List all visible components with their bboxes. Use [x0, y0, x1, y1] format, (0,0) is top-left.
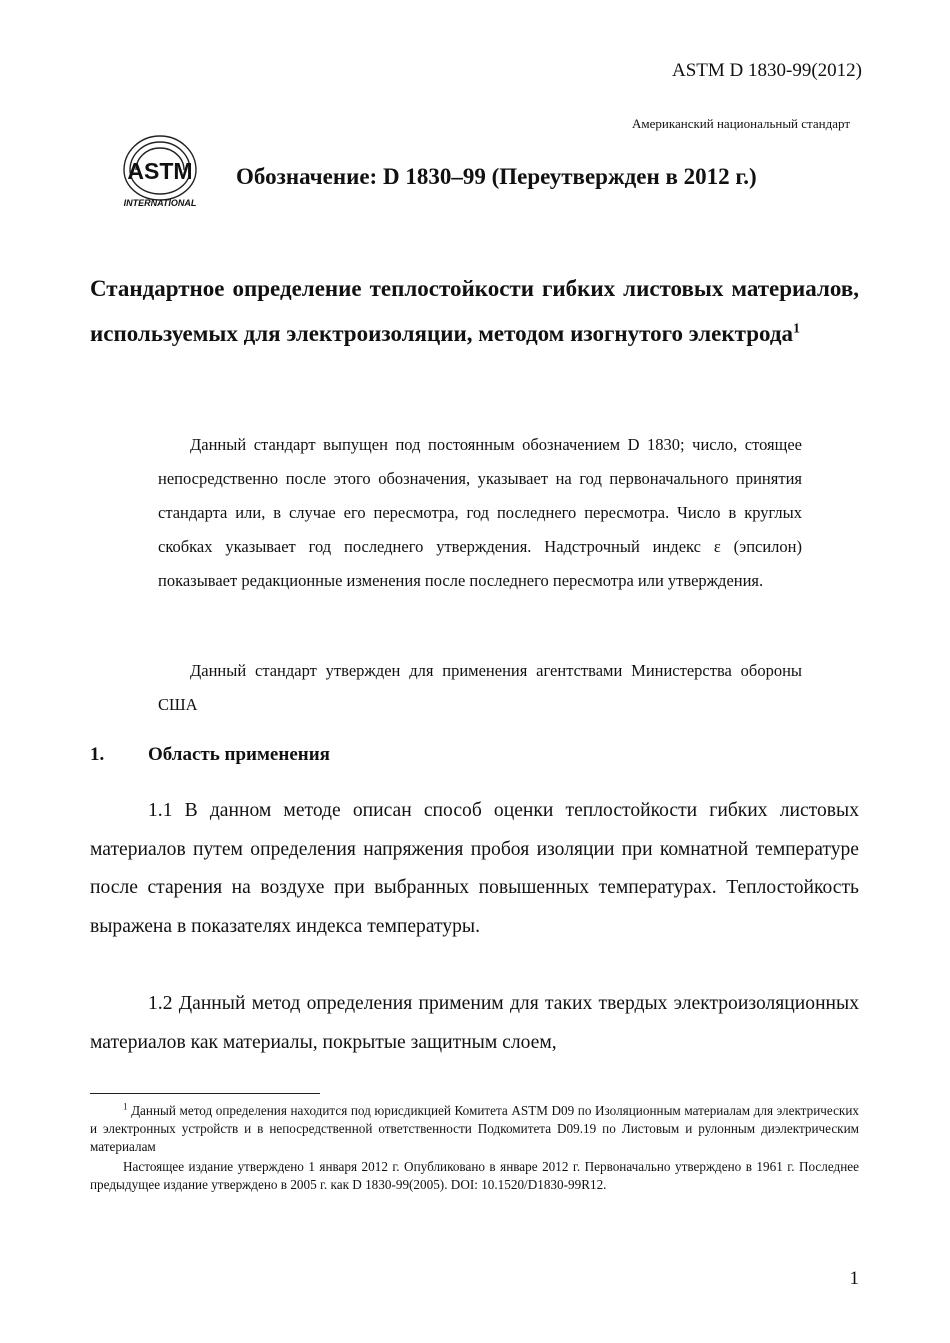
paragraph-1-1: 1.1 В данном методе описан способ оценки теплостойкости гибких листовых материалов путем определения напряжения пробоя изоляции при комнатной температуре после старения на воздухе при выбранных повышенных температурах. Теплостойкость выражена в показателях индекса температуры.: [90, 800, 859, 938]
notice-dod-approval: Данный стандарт утвержден для применения агентствами Министерства обороны США: [158, 661, 802, 714]
notice-designation: Данный стандарт выпущен под постоянным обозначением D 1830; число, стоящее непосредственно после этого обозначения, указывает на год первоначального принятия стандарта или, в случае его пересмотра, год последнего пересмотра. Число в круглых скобках указывает год последнего утверждения. Надстрочный индекс ε (эпсилон) показывает редакционные изменения после последнего пересмотра или утверждения.: [158, 435, 802, 590]
astm-logo: [118, 130, 202, 210]
section-heading: [90, 744, 330, 766]
section-number: 1.: [90, 744, 105, 765]
title-footnote-ref: 1: [792, 321, 800, 337]
footnote-separator: [90, 1093, 320, 1094]
designation-heading: Обозначение: D 1830–99 (Переутвержден в 2012 г.): [236, 164, 757, 189]
document-code: ASTM D 1830-99(2012): [672, 60, 862, 81]
section-title: Область применения: [148, 744, 330, 765]
logo-text: ASTM: [127, 158, 193, 184]
document-title: [90, 266, 859, 356]
title-text: Стандартное определение теплостойкости гибких листовых материалов, используемых для электроизоляции, методом изогнутого электрода: [90, 276, 859, 346]
paragraph-1-2: 1.2 Данный метод определения применим для таких твердых электроизоляционных материалов как материалы, покрытые защитным слоем,: [90, 993, 859, 1053]
footnote-1: [90, 1102, 859, 1156]
national-standard-label: Американский национальный стандарт: [632, 116, 850, 131]
logo-subtext: INTERNATIONAL: [123, 198, 197, 208]
footnote-1-text: Данный метод определения находится под юрисдикцией Комитета ASTM D09 по Изоляционным материалам для электрических и электронных устройств и в непосредственной ответственности Подкомитета D09.19 по Листовым и рулонным диэлектрическим материалам: [90, 1103, 859, 1154]
footnote-2: Настоящее издание утверждено 1 января 2012 г. Опубликовано в январе 2012 г. Первоначально утверждено в 1961 г. Последнее предыдущее издание утверждено в 2005 г. как D 1830-99(2005). DOI: 10.1520/D1830-99R12.: [90, 1159, 859, 1192]
page-number: 1: [849, 1268, 859, 1289]
footnote-marker: 1: [123, 1101, 128, 1112]
